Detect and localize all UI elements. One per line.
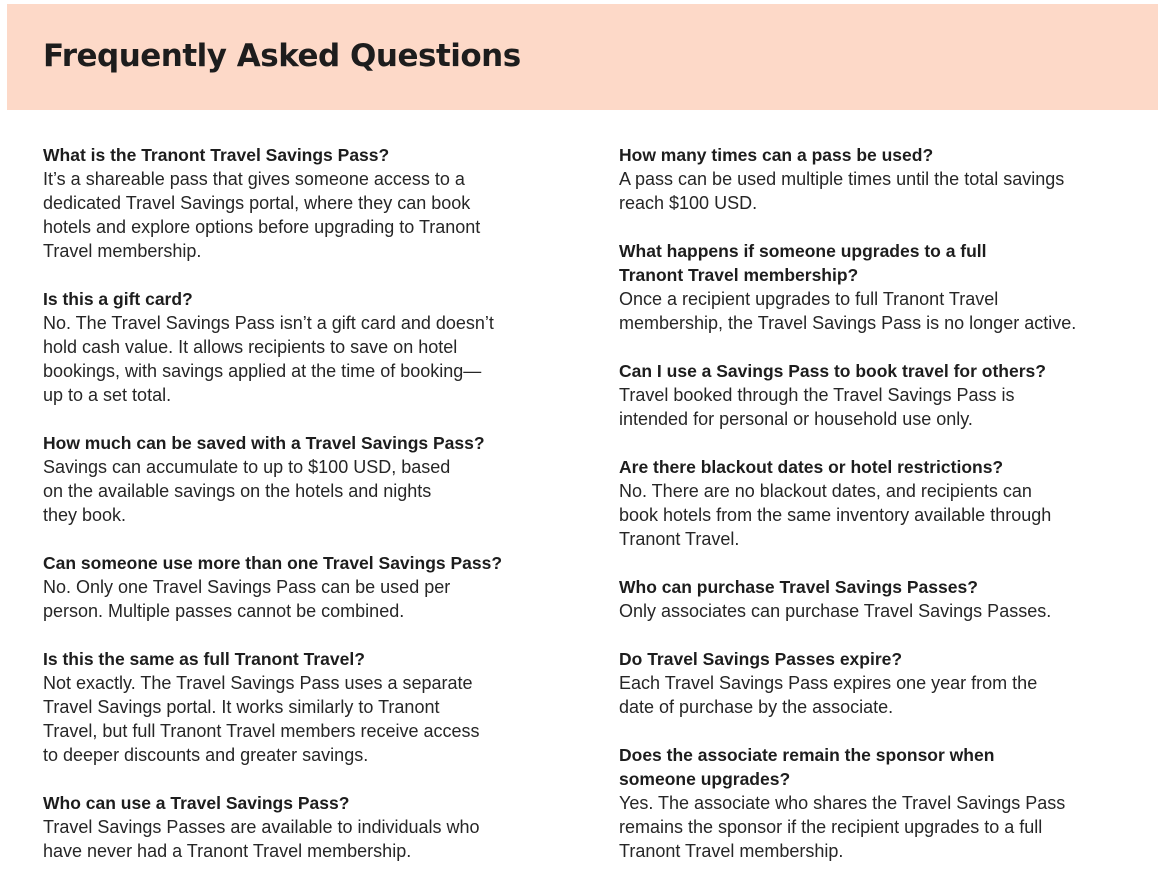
faq-question: [619, 743, 1149, 791]
faq-item: [619, 239, 1149, 335]
faq-answer-line: reach $100 USD.: [619, 193, 758, 213]
faq-question-line: Can someone use more than one Travel Savings Pass?: [43, 553, 503, 573]
faq-question: [43, 551, 563, 575]
faq-question-line: What happens if someone upgrades to a full: [619, 241, 987, 261]
faq-item: [43, 791, 563, 863]
faq-question-line: Does the associate remain the sponsor when: [619, 745, 995, 765]
faq-question: [43, 647, 563, 671]
faq-answer: [43, 167, 563, 263]
faq-answer-line: they book.: [43, 505, 127, 525]
faq-answer-line: on the available savings on the hotels and nights: [43, 481, 432, 501]
faq-answer-line: bookings, with savings applied at the time of booking—: [43, 361, 482, 381]
faq-column-left: [43, 143, 563, 887]
faq-answer: [43, 455, 563, 527]
faq-answer: [619, 383, 1149, 431]
faq-question: [43, 143, 563, 167]
faq-answer-line: Not exactly. The Travel Savings Pass uses a separate: [43, 673, 473, 693]
faq-answer-line: Tranont Travel.: [619, 529, 740, 549]
faq-answer: [43, 815, 563, 863]
faq-answer: [619, 287, 1149, 335]
faq-answer-line: Only associates can purchase Travel Savings Passes.: [619, 601, 1052, 621]
faq-question-line: Tranont Travel membership?: [619, 265, 859, 285]
faq-question-line: How many times can a pass be used?: [619, 145, 934, 165]
faq-answer-line: Travel booked through the Travel Savings Pass is: [619, 385, 1015, 405]
faq-question-line: Who can use a Travel Savings Pass?: [43, 793, 350, 813]
faq-item: [43, 431, 563, 527]
faq-item: [43, 287, 563, 407]
faq-item: [43, 647, 563, 767]
faq-answer-line: Travel Savings portal. It works similarly to Tranont: [43, 697, 440, 717]
faq-question: [619, 239, 1149, 287]
faq-answer: [43, 575, 563, 623]
faq-item: [619, 647, 1149, 719]
faq-answer-line: hold cash value. It allows recipients to save on hotel: [43, 337, 458, 357]
faq-question: [43, 431, 563, 455]
faq-answer-line: A pass can be used multiple times until the total savings: [619, 169, 1065, 189]
faq-answer-line: hotels and explore options before upgrading to Tranont: [43, 217, 481, 237]
faq-item: [619, 743, 1149, 863]
faq-item: [619, 455, 1149, 551]
faq-question-line: Is this the same as full Tranont Travel?: [43, 649, 365, 669]
faq-answer-line: remains the sponsor if the recipient upgrades to a full: [619, 817, 1043, 837]
faq-answer-line: No. There are no blackout dates, and recipients can: [619, 481, 1032, 501]
faq-answer-line: date of purchase by the associate.: [619, 697, 894, 717]
faq-answer: [619, 479, 1149, 551]
faq-question: [619, 575, 1149, 599]
faq-answer-line: Each Travel Savings Pass expires one year from the: [619, 673, 1038, 693]
faq-answer-line: Travel membership.: [43, 241, 202, 261]
faq-answer-line: person. Multiple passes cannot be combined.: [43, 601, 405, 621]
faq-item: [619, 575, 1149, 623]
faq-answer-line: Savings can accumulate to up to $100 USD, based: [43, 457, 451, 477]
faq-answer-line: Travel Savings Passes are available to individuals who: [43, 817, 480, 837]
faq-answer-line: No. The Travel Savings Pass isn’t a gift card and doesn’t: [43, 313, 494, 333]
faq-column-right: [619, 143, 1149, 887]
faq-question-line: Is this a gift card?: [43, 289, 193, 309]
faq-answer-line: intended for personal or household use only.: [619, 409, 973, 429]
faq-question: [619, 143, 1149, 167]
faq-question: [619, 647, 1149, 671]
faq-item: [619, 143, 1149, 215]
faq-answer: [619, 599, 1149, 623]
faq-question-line: What is the Tranont Travel Savings Pass?: [43, 145, 390, 165]
faq-answer-line: to deeper discounts and greater savings.: [43, 745, 369, 765]
faq-answer: [619, 671, 1149, 719]
faq-question: [619, 359, 1149, 383]
faq-question: [43, 287, 563, 311]
faq-item: [619, 359, 1149, 431]
faq-answer-line: up to a set total.: [43, 385, 172, 405]
faq-question-line: Can I use a Savings Pass to book travel for others?: [619, 361, 1046, 381]
faq-question-line: How much can be saved with a Travel Savings Pass?: [43, 433, 485, 453]
faq-answer: [619, 167, 1149, 215]
faq-answer: [43, 311, 563, 407]
faq-answer-line: have never had a Tranont Travel membership.: [43, 841, 412, 861]
faq-answer: [43, 671, 563, 767]
faq-answer: [619, 791, 1149, 863]
faq-answer-line: Once a recipient upgrades to full Tranont Travel: [619, 289, 999, 309]
faq-question: [619, 455, 1149, 479]
faq-question-line: Do Travel Savings Passes expire?: [619, 649, 903, 669]
faq-answer-line: Tranont Travel membership.: [619, 841, 844, 861]
faq-question: [43, 791, 563, 815]
faq-question-line: Are there blackout dates or hotel restrictions?: [619, 457, 1004, 477]
faq-answer-line: membership, the Travel Savings Pass is no longer active.: [619, 313, 1077, 333]
faq-answer-line: book hotels from the same inventory available through: [619, 505, 1052, 525]
faq-answer-line: dedicated Travel Savings portal, where they can book: [43, 193, 471, 213]
faq-item: [43, 143, 563, 263]
faq-answer-line: Yes. The associate who shares the Travel Savings Pass: [619, 793, 1066, 813]
faq-answer-line: It’s a shareable pass that gives someone access to a: [43, 169, 465, 189]
page-title: Frequently Asked Questions: [43, 38, 521, 74]
faq-question-line: someone upgrades?: [619, 769, 791, 789]
faq-answer-line: No. Only one Travel Savings Pass can be used per: [43, 577, 451, 597]
faq-answer-line: Travel, but full Tranont Travel members receive access: [43, 721, 480, 741]
header-banner: [7, 4, 1158, 110]
faq-question-line: Who can purchase Travel Savings Passes?: [619, 577, 978, 597]
faq-item: [43, 551, 563, 623]
